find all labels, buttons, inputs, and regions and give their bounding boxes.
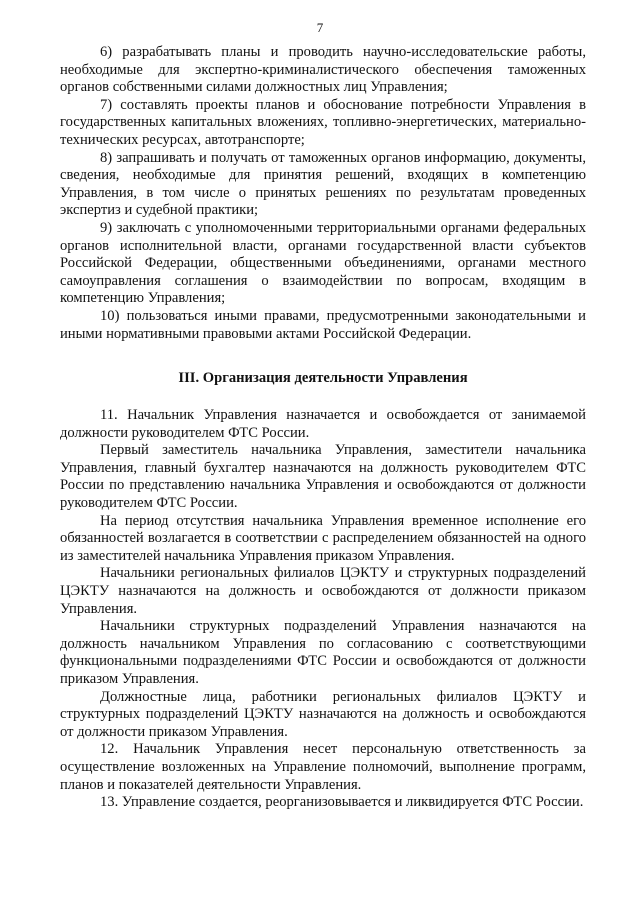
paragraph-13: 13. Управление создается, реорганизовывается и ликвидируется ФТС России. — [100, 794, 584, 811]
paragraph-officials: Должностные лица, работники региональных филиалов ЦЭКТУ и структурных подразделений ЦЭКТУ назначаются на должность и освобождаются от должности приказом Управления. — [60, 688, 586, 740]
rights-item-9: 9) заключать с уполномоченными территориальными органами федеральных органов исполнительной власти, органами государственной власти субъектов Российской Федерации, общественными объединениями, органами местного самоуправления соглашения о взаимодействии по вопросам, входящим в компетенцию Управления; — [60, 219, 586, 307]
paragraph-structural-heads: Начальники структурных подразделений Управления назначаются на должность начальником Управления по согласованию с соответствующими функциональными подразделениями ФТС России и освобождаются от должности приказом Управления. — [60, 618, 586, 687]
paragraph-deputies: Первый заместитель начальника Управления, заместители начальника Управления, главный бухгалтер назначаются на должность руководителем ФТС России по представлению начальника Управления и освобождаются от должности руководителем ФТС России. — [60, 442, 586, 512]
rights-item-8: 8) запрашивать и получать от таможенных органов информацию, документы, сведения, необходимые для принятия решений, входящих в компетенцию Управления, в том числе о принятых решениях по результатам проведенных экспертиз и судебной практики; — [60, 149, 586, 219]
paragraph-11: 11. Начальник Управления назначается и освобождается от занимаемой должности руководителем ФТС России. — [60, 407, 586, 441]
rights-item-6: 6) разрабатывать планы и проводить научно-исследовательские работы, необходимые для экспертно-криминалистического обеспечения таможенных органов собственными силами должностных лиц Управления; — [60, 44, 586, 96]
page-number: 7 — [316, 20, 324, 35]
paragraph-absence: На период отсутствия начальника Управления временное исполнение его обязанностей возлагается в соответствии с распределением обязанностей на одного из заместителей начальника Управления приказом Управления. — [60, 512, 586, 564]
document-body — [60, 44, 586, 812]
section-heading: III. Организация деятельности Управления — [178, 370, 468, 387]
paragraph-12: 12. Начальник Управления несет персональную ответственность за осуществление возложенных на Управление полномочий, выполнение программ, планов и показателей деятельности Управления. — [60, 741, 586, 793]
rights-item-7: 7) составлять проекты планов и обоснование потребности Управления в государственных капитальных вложениях, топливно-энергетических, материально-технических ресурсах, автотранспорте; — [60, 96, 586, 148]
rights-item-10: 10) пользоваться иными правами, предусмотренными законодательными и иными нормативными правовыми актами Российской Федерации. — [60, 307, 586, 342]
paragraph-branch-heads: Начальники региональных филиалов ЦЭКТУ и структурных подразделений ЦЭКТУ назначаются на должность и освобождаются от должности приказом Управления. — [60, 565, 586, 617]
